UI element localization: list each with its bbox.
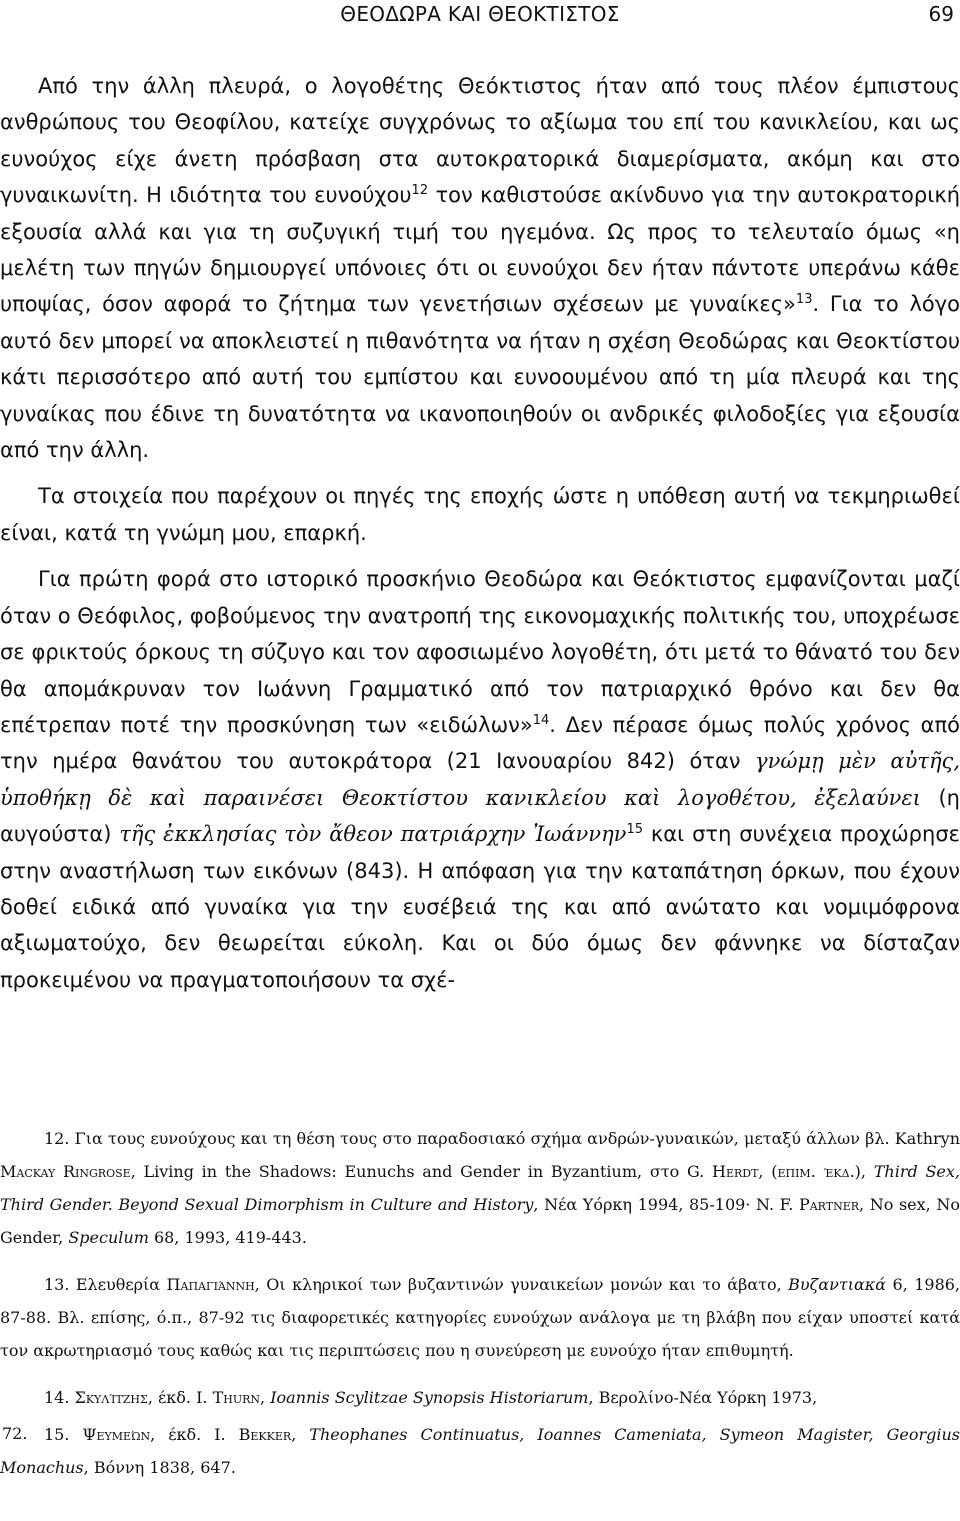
paragraph-3 xyxy=(0,561,960,998)
author-name: Partner xyxy=(798,1195,860,1214)
footnotes xyxy=(0,1122,960,1484)
author-name: Ψευμεών xyxy=(82,1425,151,1444)
footnote-12-text: 68, 1993, 419-443. xyxy=(148,1228,307,1247)
journal-title: Speculum xyxy=(68,1228,149,1247)
footnote-13 xyxy=(0,1268,960,1367)
body-text xyxy=(0,68,960,998)
paragraph-1-text-a: Από την άλλη πλευρά, ο λογοθέτης Θεόκτιστος ήταν από τους πλέον έμπιστους ανθρώπους του Θεοφίλου, κατείχε συγχρόνως το αξίωμα του επί του κανικλείου, και ως ευνούχος είχε άνετη πρόσβαση στα αυτοκρατορικά διαμερίσματα, ακόμη και στο γυναικωνίτη. Η ιδιότητα του ευνούχου xyxy=(0,74,960,208)
footnote-12-text: , ( xyxy=(758,1162,778,1181)
page-number: 69 xyxy=(928,2,954,26)
footnote-13-text: 13. Ελευθερία xyxy=(44,1275,167,1294)
editor-abbreviation: επιμ. έκδ. xyxy=(777,1162,855,1181)
editor-name: Thurn xyxy=(212,1388,261,1407)
footnote-12-text: , Living in the Shadows: Eunuchs and Gender in Byzantium, στο G. xyxy=(130,1162,712,1181)
footnote-14-page-ref: 72. xyxy=(2,1424,28,1443)
paragraph-3-text-b: . Δεν πέρασε όμως πολύς χρόνος από την ημέρα θανάτου του αυτοκράτορα (21 Ιανουαρίου 842) όταν xyxy=(0,712,960,774)
author-name: Σκυλίτζης xyxy=(74,1388,148,1407)
paragraph-3-text-c: (η αυγούστα) xyxy=(0,785,960,847)
footnote-ref-13[interactable]: 13 xyxy=(795,292,813,308)
footnote-13-text: , Οι κληρικοί των βυζαντινών γυναικείων μονών και το άβατο, xyxy=(254,1275,789,1294)
footnote-15-text: , xyxy=(291,1425,310,1444)
paragraph-1-text-c: . Για το λόγο αυτό δεν μπορεί να αποκλειστεί η πιθανότητα να ήταν η σχέση Θεοδώρας και Θεοκτίστου κάτι περισσότερο από αυτή του εμπίστου και ευνοουμένου από τη μία πλευρά και της γυναίκας που έδινε τη δυνατότητα να ικανοποιηθούν οι ανδρικές φιλοδοξίες για εξουσία από την άλλη. xyxy=(0,292,960,463)
footnote-14-text: , έκδ. I. xyxy=(147,1388,213,1407)
paragraph-2: Τα στοιχεία που παρέχουν οι πηγές της εποχής ώστε η υπόθεση αυτή να τεκμηριωθεί είναι, κατά τη γνώμη μου, επαρκή. xyxy=(0,484,960,545)
paragraph-3-text-a: Για πρώτη φορά στο ιστορικό προσκήνιο Θεοδώρα και Θεόκτιστος εμφανίζονται μαζί όταν ο Θεόφιλος, φοβούμενος την ανατροπή της εικονομαχικής πολιτικής του, υποχρέωσε σε φρικτούς όρκους τη σύζυγο και τον αφοσιωμένο λογοθέτη, ότι μετά το θάνατό του δεν θα απομάκρυναν τον Ιωάννη Γραμματικό από τον πατριαρχικό θρόνο και δεν θα επέτρεπαν ποτέ την προσκύνηση των «ειδώλων» xyxy=(0,567,960,737)
footnote-15-text: , έκδ. I. xyxy=(150,1425,239,1444)
footnote-13-text: 6, 1986, 87-88. Βλ. επίσης, ό.π., 87-92 τις διαφορετικές κατηγορίες ευνούχων ανάλογα με τη βλάβη που είχαν υποστεί κατά τον ακρωτηριασμό τους καθώς και τις περιπτώσεις που η συνεύρεση με ευνούχο ήταν επιθυμητή. xyxy=(0,1275,960,1360)
footnote-ref-12[interactable]: 12 xyxy=(411,183,429,199)
footnote-14-text: , Βερολίνο-Νέα Υόρκη 1973, xyxy=(588,1388,818,1407)
footnote-14-text: 14. xyxy=(44,1388,75,1407)
paragraph-1-text-b: τον καθιστούσε ακίνδυνο για την αυτοκρατορική εξουσία αλλά και για τη συζυγική τιμή του ηγεμόνα. Ως προς το τελευταίο όμως «η μελέτη των πηγών δημιουργεί υπόνοιες ότι οι ευνούχοι δεν ήταν πάντοτε υπεράνω κάθε υποψίας, όσον αφορά το ζήτημα των γενετήσιων σχέσεων με γυναίκες» xyxy=(0,183,960,317)
footnote-12-text: ), xyxy=(854,1162,874,1181)
footnote-ref-14[interactable]: 14 xyxy=(532,712,550,728)
editor-name: Bekker xyxy=(238,1425,292,1444)
footnote-15-text: 15. xyxy=(44,1425,83,1444)
journal-title: Βυζαντιακά xyxy=(788,1275,887,1294)
footnote-15 xyxy=(0,1418,960,1484)
footnote-14 xyxy=(0,1381,960,1414)
footnote-12-text: , No sex, No Gender, xyxy=(0,1195,960,1247)
author-name: Παπαγιάννη xyxy=(166,1275,255,1294)
footnote-12-text: 12. Για τους ευνούχους και τη θέση τους στο παραδοσιακό σχήμα ανδρών-γυναικών, μεταξύ άλλων βλ. Kathryn xyxy=(44,1129,960,1148)
footnote-14-text: , xyxy=(260,1388,271,1407)
paragraph-3-text-d: και στη συνέχεια προχώρησε στην αναστήλωση των εικόνων (843). Η απόφαση για την καταπάτηση όρκων, που έχουν δοθεί ειδικά από γυναίκα για την ευσέβειά της και από ανώτατο και νομιμόφρονα αξιωματούχο, δεν θεωρείται εύκολη. Και οι δύο όμως δεν φάννηκε να δίσταζαν προκειμένου να πραγματοποιήσουν τα σχέ- xyxy=(0,822,960,992)
author-name: Herdt xyxy=(711,1162,759,1181)
footnote-15-text: , Βόννη 1838, 647. xyxy=(83,1458,236,1477)
author-name: Mackay Ringrose xyxy=(0,1162,131,1181)
running-title: ΘΕΟΔΩΡΑ ΚΑΙ ΘΕΟΚΤΙΣΤΟΣ xyxy=(340,2,620,26)
footnote-ref-15[interactable]: 15 xyxy=(626,822,643,838)
book-title: Ioannis Scylitzae Synopsis Historiarum xyxy=(270,1388,589,1407)
book-title: Theophanes Continuatus, Ioannes Cameniata, Symeon Magister, Georgius Monachus xyxy=(0,1425,960,1477)
greek-quotation-2: τῆς ἐκκλησίας τὸν ἄθεον πατριάρχην Ἰωάννην xyxy=(119,822,627,847)
book-title: Third Sex, Third Gender. Beyond Sexual Dimorphism in Culture and History xyxy=(0,1162,960,1214)
footnote-12 xyxy=(0,1122,960,1254)
footnote-12-text: , Νέα Υόρκη 1994, 85-109· N. F. xyxy=(533,1195,799,1214)
paragraph-1 xyxy=(0,68,960,468)
page-header xyxy=(0,2,960,32)
greek-quotation-1: γνώμῃ μὲν αὐτῆς, ὑποθήκῃ δὲ καὶ παραινέσει Θεοκτίστου κανικλείου καὶ λογοθέτου, ἐξελαύνει xyxy=(0,749,960,810)
